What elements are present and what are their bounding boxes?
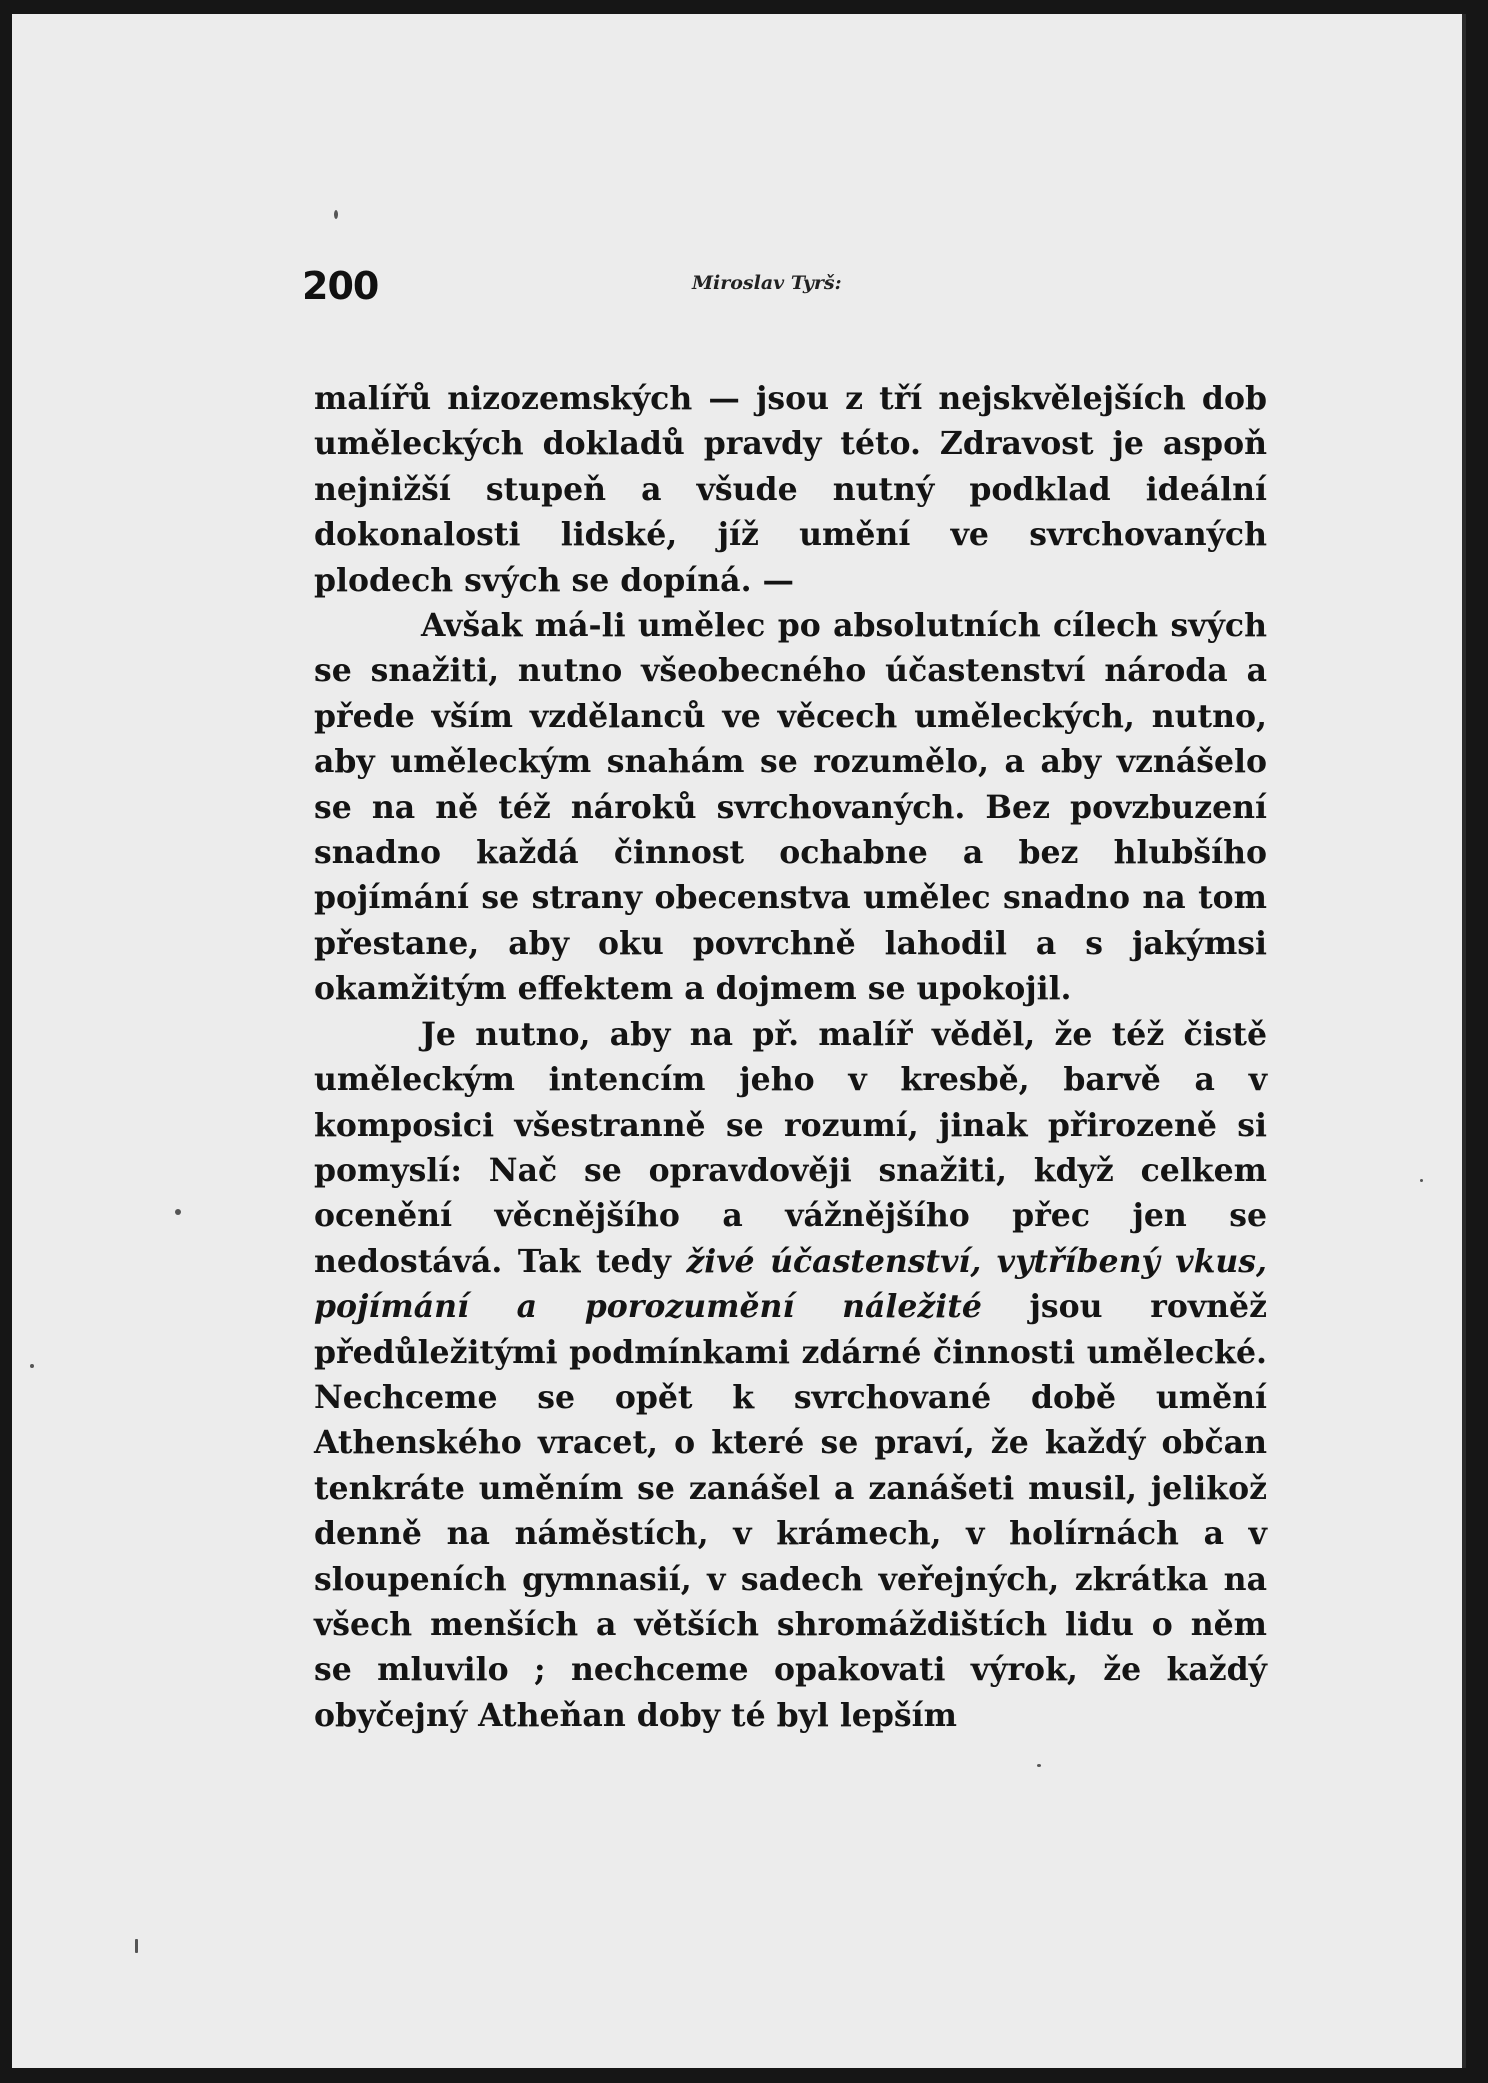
- print-speck: [30, 1364, 34, 1368]
- paragraph: [314, 376, 1267, 603]
- book-page: [12, 14, 1466, 2068]
- page-number: 200: [302, 264, 379, 308]
- print-speck: [1420, 1179, 1423, 1182]
- paragraph-text: jsou rovněž předůležitými podmínkami zdárné činnosti umělecké. Nechceme se opět k svrchované době umění Athenského vracet, o které se praví, že každý občan tenkráte uměním se zanášel a zanášeti musil, jelikož denně na náměstích, v krámech, v holírnách a v sloupeních gymnasií, v sadech veřejných, zkrátka na všech menších a větších shromáždištích lidu o něm se mluvilo ; nechceme opakovati výrok, že každý obyčejný Atheňan doby té byl lepším: [314, 1288, 1267, 1734]
- paragraph-text: Je nutno, aby na př. malíř věděl, že též čistě uměleckým intencím jeho v kresbě, barvě a v komposici všestranně se rozumí, jinak přirozeně si pomyslí: Nač se opravdověji snažiti, když celkem ocenění věcnějšího a vážnějšího přec jen se nedostává. Tak tedy: [314, 1015, 1267, 1280]
- paragraph-text: malířů nizozemských — jsou z tří nejskvělejších dob uměleckých dokladů pravdy této. Zdravost je aspoň nejnižší stupeň a všude nutný podklad ideální dokonalosti lidské, jíž umění ve svrchovaných plodech svých se dopíná. —: [314, 380, 1267, 599]
- print-speck: [175, 1209, 181, 1215]
- print-speck: [1037, 1764, 1041, 1767]
- print-speck: [334, 210, 338, 219]
- page-header: [302, 252, 1272, 312]
- emphasized-text: živé účastenství, vytříbený vkus, pojímání a porozumění náležité: [314, 1242, 1267, 1326]
- paragraph: [314, 1012, 1267, 1739]
- paragraph-text: Avšak má-li umělec po absolutních cílech svých se snažiti, nutno všeobecného účastenství národa a přede vším vzdělanců ve věcech uměleckých, nutno, aby uměleckým snahám se rozumělo, a aby vznášelo se na ně též nároků svrchovaných. Bez povzbuzení snadno každá činnost ochabne a bez hlubšího pojímání se strany obecenstva umělec snadno na tom přestane, aby oku povrchně lahodil a s jakýmsi okamžitým effektem a dojmem se upokojil.: [314, 607, 1267, 1008]
- paragraph: [314, 603, 1267, 1012]
- print-speck: [135, 1939, 138, 1953]
- body-text: [314, 376, 1267, 1738]
- running-head: Miroslav Tyrš:: [692, 272, 842, 294]
